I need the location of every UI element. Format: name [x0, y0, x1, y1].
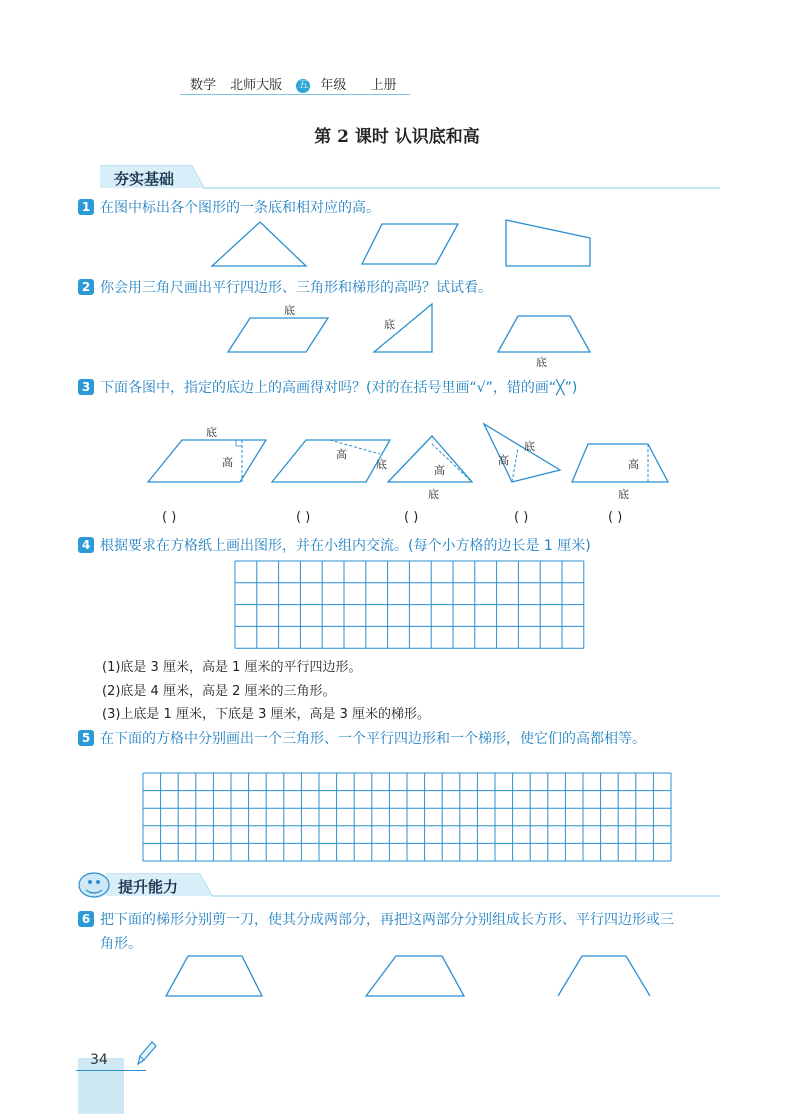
question-4-number: 4 — [78, 537, 94, 553]
q2-parallelogram — [228, 318, 328, 352]
q3-fig4-triangle — [484, 424, 560, 482]
q3-answer-1[interactable]: ( ) — [162, 510, 177, 525]
section-basic-label: 夯实基础 — [114, 170, 175, 188]
question-4 — [78, 535, 591, 555]
q5-grid[interactable] — [142, 772, 676, 862]
question-3 — [78, 377, 577, 397]
q3-fig1-right-angle — [236, 440, 242, 446]
grade-badge: 五 — [298, 80, 309, 91]
q3-answer-5[interactable]: ( ) — [608, 510, 623, 525]
q4-item-1: (1)底是 3 厘米，高是 1 厘米的平行四边形。 — [102, 660, 362, 675]
question-2-number: 2 — [78, 279, 94, 295]
section-basic-bar — [100, 164, 720, 190]
q3-answer-4[interactable]: ( ) — [514, 510, 529, 525]
q3-fig5-height-label: 高 — [628, 458, 639, 471]
q2-para-base-label: 底 — [284, 304, 295, 317]
pencil-icon — [134, 1040, 158, 1068]
q2-triangle — [374, 304, 432, 352]
q6-trapezoid-2 — [366, 956, 464, 996]
q2-triangle-base-label: 底 — [384, 318, 395, 331]
question-1-number: 1 — [78, 199, 94, 215]
q2-trapezoid-base-label: 底 — [536, 356, 547, 369]
q3-fig2-height-label: 高 — [336, 448, 347, 461]
q3-fig3-triangle — [388, 436, 472, 482]
lesson-title: 第 2 课时 认识底和高 — [314, 127, 480, 147]
question-5-text: 在下面的方格中分别画出一个三角形、一个平行四边形和一个梯形，使它们的高都相等。 — [100, 731, 646, 747]
question-6 — [78, 909, 674, 929]
q6-figures — [160, 950, 660, 1000]
header-subject: 数学 — [190, 78, 217, 93]
question-2-text: 你会用三角尺画出平行四边形、三角形和梯形的高吗？试试看。 — [100, 280, 492, 296]
q3-answer-2[interactable]: ( ) — [296, 510, 311, 525]
q3-fig1-parallelogram — [148, 440, 266, 482]
question-4-text: 根据要求在方格纸上画出图形，并在小组内交流。(每个小方格的边长是 1 厘米) — [100, 538, 591, 554]
mascot-icon — [79, 873, 109, 897]
q3-fig2-parallelogram — [272, 440, 390, 482]
header-rule — [180, 94, 410, 95]
question-1 — [78, 197, 380, 217]
q3-fig1-height-label: 高 — [222, 456, 233, 469]
question-3-text: 下面各图中，指定的底边上的高画得对吗？(对的在括号里画“√”，错的画“╳”) — [100, 380, 578, 396]
q3-answer-3[interactable]: ( ) — [404, 510, 419, 525]
q3-fig3-height-label: 高 — [434, 464, 445, 477]
q3-figures — [140, 420, 680, 506]
q4-item-2: (2)底是 4 厘米，高是 2 厘米的三角形。 — [102, 684, 336, 699]
q1-figures — [200, 218, 620, 270]
q3-fig4-height-label: 高 — [498, 454, 509, 467]
q3-fig5-trapezoid — [572, 444, 668, 482]
q3-fig1-base-label: 底 — [206, 426, 217, 439]
question-6-text-cont: 角形。 — [100, 936, 142, 952]
q1-trapezoid — [506, 220, 590, 266]
q3-fig3-base-label: 底 — [428, 488, 439, 501]
question-5-number: 5 — [78, 730, 94, 746]
question-5 — [78, 728, 646, 748]
q2-trapezoid — [498, 316, 590, 352]
book-header — [190, 74, 406, 93]
page-number: 34 — [90, 1052, 108, 1068]
question-6-text: 把下面的梯形分别剪一刀，使其分成两部分，再把这两部分分别组成长方形、平行四边形或三 — [100, 912, 674, 928]
q4-grid[interactable] — [234, 560, 586, 650]
header-grade — [296, 78, 356, 93]
section-advanced-label: 提升能力 — [118, 878, 179, 896]
grade-text: 年级 — [320, 78, 347, 93]
footer-rule — [76, 1070, 146, 1071]
q3-fig2-base-label: 底 — [376, 458, 387, 471]
question-1-text: 在图中标出各个图形的一条底和相对应的高。 — [100, 200, 380, 216]
section-basic — [100, 164, 720, 190]
header-edition: 北师大版 — [230, 78, 283, 93]
q1-parallelogram — [362, 224, 458, 264]
q6-trapezoid-1 — [166, 956, 262, 996]
q3-fig4-height — [512, 448, 518, 482]
question-6-number: 6 — [78, 911, 94, 927]
q1-triangle — [212, 222, 306, 266]
q6-trapezoid-3 — [558, 956, 650, 996]
q3-fig5-base-label: 底 — [618, 488, 629, 501]
q3-fig4-base-label: 底 — [524, 440, 535, 453]
header-volume: 上册 — [370, 78, 397, 93]
q2-figures — [220, 300, 600, 372]
section-advanced — [76, 870, 720, 900]
question-3-number: 3 — [78, 379, 94, 395]
question-2 — [78, 277, 492, 297]
q4-item-3: (3)上底是 1 厘米，下底是 3 厘米，高是 3 厘米的梯形。 — [102, 707, 431, 722]
